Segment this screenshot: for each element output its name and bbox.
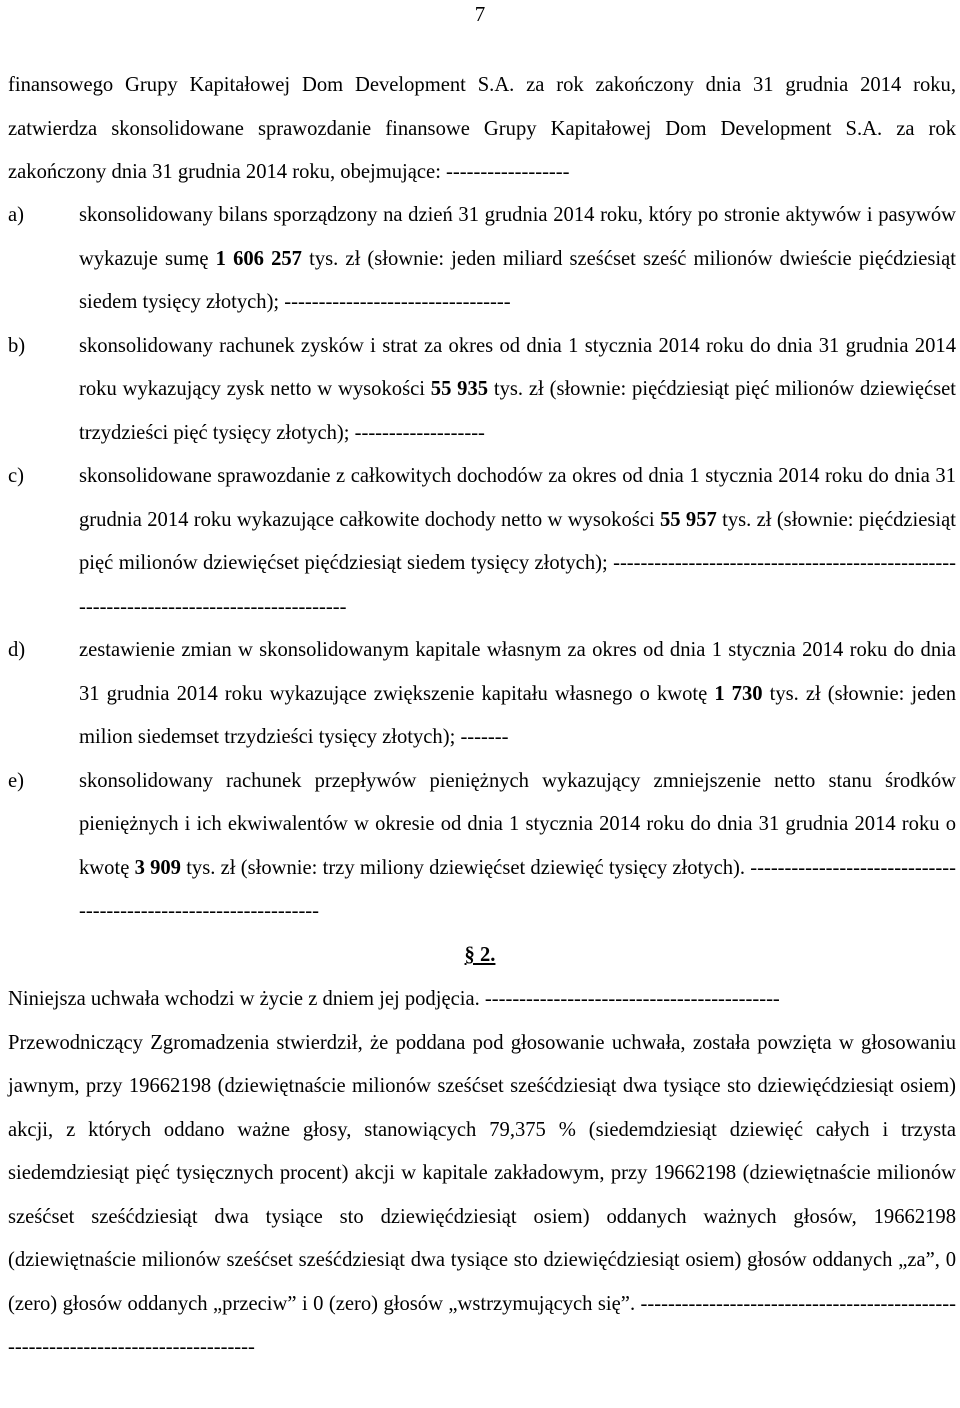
item-amount: 55 935: [430, 378, 489, 400]
item-letter: b): [8, 334, 26, 357]
section-heading: § 2.: [464, 944, 496, 966]
item-letter: d): [8, 639, 26, 661]
item-text: skonsolidowany bilans sporządzony na dzień 31 grudnia 2014 roku, który po stronie aktywów i pasywów wykazuje sumę: [79, 204, 956, 270]
list-item-d: [8, 629, 956, 760]
list-item-e: [8, 760, 956, 934]
list-item-a: [8, 194, 956, 325]
effective-date-paragraph: Niniejsza uchwała wchodzi w życie z dniem jej podjęcia. -------------------------------------------: [8, 988, 780, 1010]
item-text: skonsolidowany rachunek przepływów pieniężnych wykazujący zmniejszenie netto stanu środków pieniężnych i ich ekwiwalentów w okresie od dnia 1 stycznia 2014 roku do dnia 31 grudnia 2014 roku o kwotę: [79, 769, 956, 879]
closing-section: [8, 978, 956, 1370]
list-item-c: [8, 455, 956, 629]
item-text-end: tys. zł (słownie: pięćdziesiąt pięć milionów dziewięćset trzydzieści pięć tysięcy złotych); -------------------: [79, 378, 956, 444]
item-text-end: tys. zł (słownie: pięćdziesiąt pięć milionów dziewięćset pięćdziesiąt siedem tysięcy złotych); -----------------------------------------------------------------------------------------: [79, 508, 956, 618]
item-amount: 1 730: [714, 682, 763, 705]
item-amount: 3 909: [134, 856, 181, 879]
item-text-end: tys. zł (słownie: trzy miliony dziewięćset dziewięć tysięcy złotych). -----------------------------------------------------------------: [79, 856, 956, 922]
item-amount: 55 957: [659, 508, 717, 531]
item-text: zestawienie zmian w skonsolidowanym kapitale własnym za okres od dnia 1 stycznia 2014 roku do dnia 31 grudnia 2014 roku wykazujące zwiększenie kapitału własnego o kwotę: [79, 639, 956, 705]
intro-paragraph: finansowego Grupy Kapitałowej Dom Development S.A. za rok zakończony dnia 31 grudnia 2014 roku, zatwierdza skonsolidowane sprawozdanie finansowe Grupy Kapitałowej Dom Development S.A. za rok zakończony dnia 31 grudnia 2014 roku, obejmujące: ------------------: [8, 74, 956, 183]
item-text: skonsolidowany rachunek zysków i strat za okres od dnia 1 stycznia 2014 roku do dnia 31 grudnia 2014 roku wykazujący zysk netto w wysokości: [79, 334, 956, 400]
item-text: skonsolidowane sprawozdanie z całkowitych dochodów za okres od dnia 1 stycznia 2014 roku do dnia 31 grudnia 2014 roku wykazujące całkowite dochody netto w wysokości: [79, 465, 956, 531]
list-item-b: [8, 325, 956, 456]
item-letter: c): [8, 465, 24, 487]
voting-result-paragraph: Przewodniczący Zgromadzenia stwierdził, że poddana pod głosowanie uchwała, została powzięta w głosowaniu jawnym, przy 19662198 (dziewiętnaście milionów sześćset sześćdziesiąt dwa tysiące sto dziewięćdziesiąt osiem) akcji, z których oddano ważne głosy, stanowiących 79,375 % (siedemdziesiąt dziewięć całych i trzysta siedemdziesiąt pięć tysięcznych procent) akcji w kapitale zakładowym, przy 19662198 (dziewiętnaście milionów sześćset sześćdziesiąt dwa tysiące sto dziewięćdziesiąt osiem) oddanych ważnych głosów, 19662198 (dziewiętnaście milionów sześćset sześćdziesiąt dwa tysiące sto dziewięćdziesiąt osiem) głosów oddanych „za”, 0 (zero) głosów oddanych „przeciw” i 0 (zero) głosów „wstrzymujących się”. ----------------------------------------------------------------------------------: [8, 1031, 956, 1358]
item-letter: e): [8, 769, 24, 792]
statement-list: [8, 194, 956, 934]
page-number: 7: [474, 2, 486, 26]
item-text-end: tys. zł (słownie: jeden miliard sześćset sześć milionów dwieście pięćdziesiąt siedem tysięcy złotych); ---------------------------------: [79, 247, 956, 313]
item-text-end: tys. zł (słownie: jeden milion siedemset trzydzieści tysięcy złotych); -------: [79, 682, 956, 748]
item-letter: a): [8, 204, 24, 226]
item-amount: 1 606 257: [215, 247, 302, 270]
